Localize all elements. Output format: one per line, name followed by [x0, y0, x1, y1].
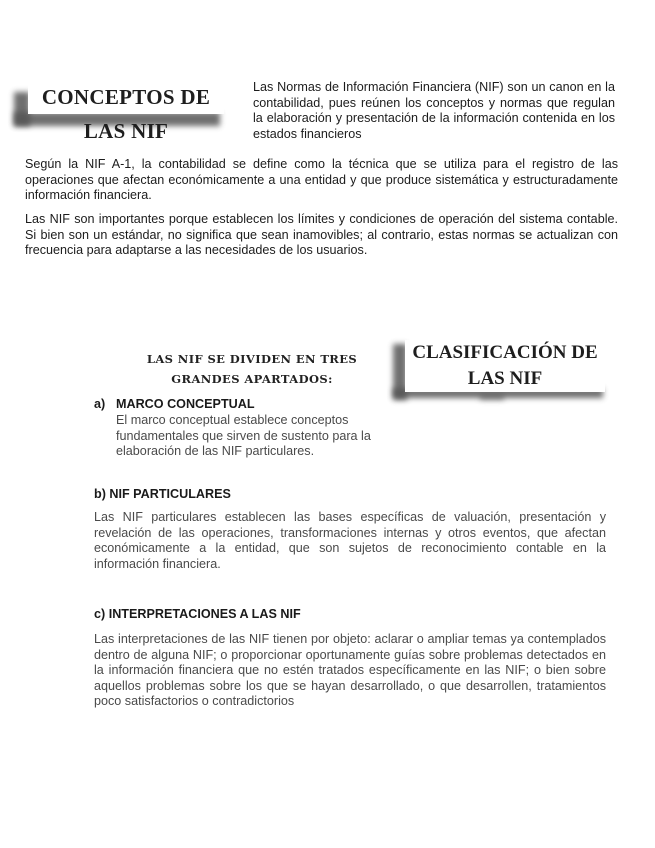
- classification-shadow-tail: [480, 394, 504, 400]
- section-c-text: Las interpretaciones de las NIF tienen por objeto: aclarar o ampliar temas ya contemplados dentro de alguna NIF; o proporcionar oportunamente guías sobre problemas detectados en la información financiera que no estén tratados específicamente en las NIF; o bien sobre aquellos problemas sobre los que se hayan desarrollado, o que desarrollen, tratamientos poco satisfactorios o contradictorios: [94, 632, 606, 708]
- section-a-heading: [94, 397, 255, 411]
- section-a-label: a): [94, 397, 106, 411]
- intro-paragraph: Las Normas de Información Financiera (NIF) son un canon en la contabilidad, pues reúnen los conceptos y normas que regulan la elaboración y presentación de la información contenida en los estados financieros: [253, 80, 615, 141]
- section-b-heading: b) NIF PARTICULARES: [94, 487, 231, 501]
- concepts-title: CONCEPTOS DE LAS NIF: [28, 80, 224, 114]
- section-a-title: MARCO CONCEPTUAL: [116, 397, 255, 411]
- classification-title: CLASIFICACIÓN DE LAS NIF: [405, 340, 605, 392]
- section-c-heading: c) INTERPRETACIONES A LAS NIF: [94, 607, 301, 621]
- importance-paragraph: Las NIF son importantes porque establecen los límites y condiciones de operación del sistema contable. Si bien son un estándar, no significa que sean inamovibles; al contrario, estas normas se actualizan con frecuencia para adaptarse a las necesidades de los usuarios.: [25, 212, 618, 257]
- section-a-text: El marco conceptual establece conceptos fundamentales que sirven de sustento para la elaboración de las NIF particulares.: [116, 413, 371, 458]
- definition-paragraph: Según la NIF A-1, la contabilidad se define como la técnica que se utiliza para el registro de las operaciones que afectan económicamente a una entidad y que produce sistemática y estructuradamente información financiera.: [25, 157, 618, 202]
- section-b-text: Las NIF particulares establecen las bases específicas de valuación, presentación y revelación de las operaciones, transformaciones internas y otros eventos, que afectan económicamente a la entidad, que son sujetos de reconocimiento contable en la información financiera.: [94, 510, 606, 571]
- divisions-subheading: LAS NIF SE DIVIDEN EN TRES GRANDES APARTADOS:: [146, 352, 358, 386]
